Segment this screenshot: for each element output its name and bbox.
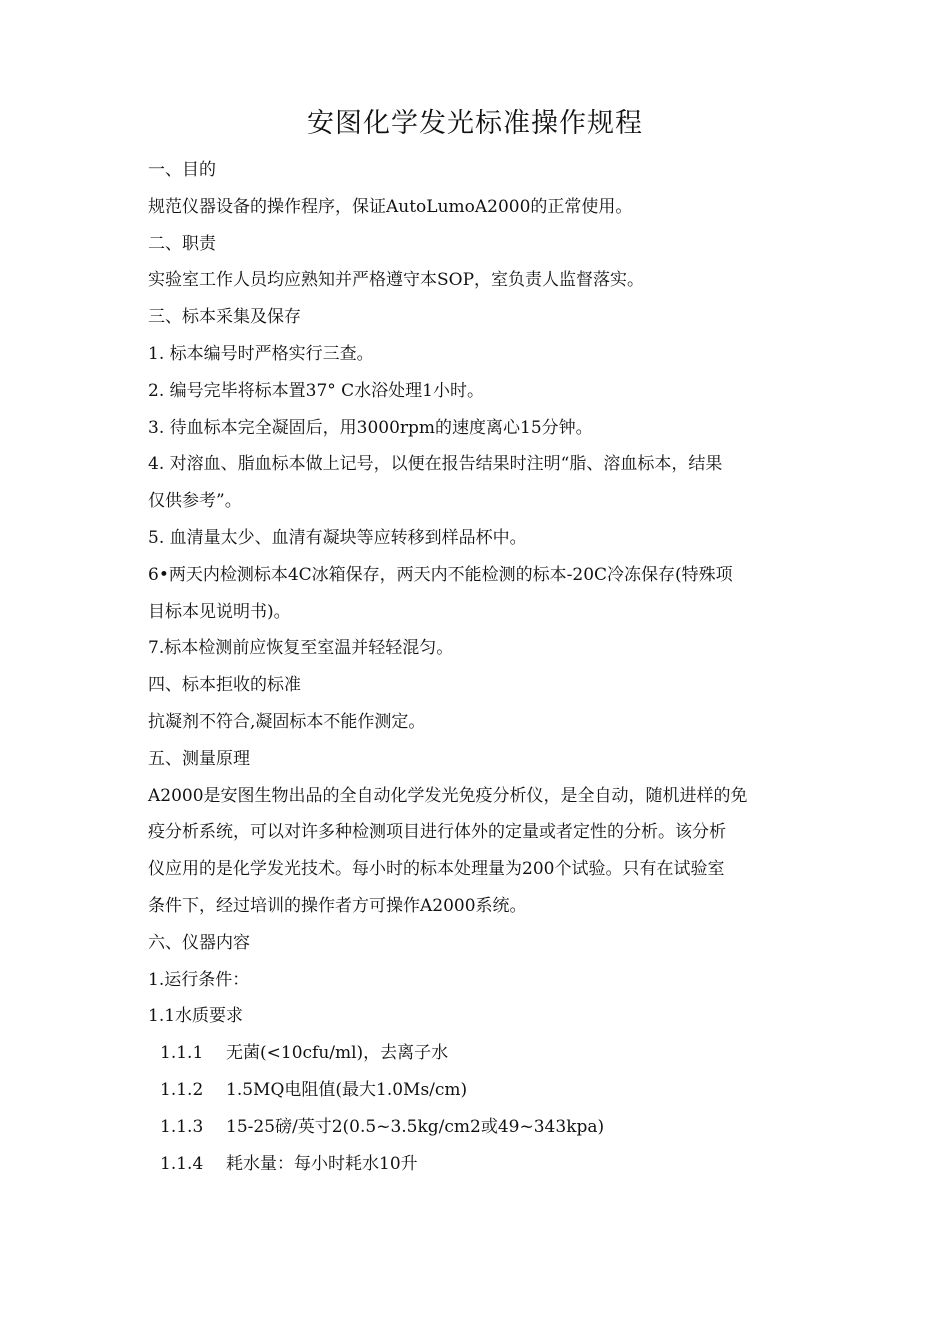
sub-list-item-text: 耗水量：每小时耗水10升 xyxy=(226,1153,418,1174)
list-item: 1. 标本编号时严格实行三查。 xyxy=(148,343,374,364)
document-body xyxy=(148,152,808,1182)
document-title: 安图化学发光标准操作规程 xyxy=(307,108,643,139)
section-heading-specimen-collection: 三、标本采集及保存 xyxy=(148,307,301,328)
paragraph-line: 仪应用的是化学发光技术。每小时的标本处理量为200个试验。只有在试验室 xyxy=(148,859,725,880)
list-item: 4. 对溶血、脂血标本做上记号，以便在报告结果时注明“脂、溶血标本，结果 xyxy=(148,454,723,475)
paragraph-purpose: 规范仪器设备的操作程序，保证AutoLumoA2000的正常使用。 xyxy=(148,196,633,217)
sub-list-item-number: 1.1.1 xyxy=(160,1043,204,1064)
list-item: 6•两天内检测标本4C冰箱保存，两天内不能检测的标本-20C冷冻保存(特殊项 xyxy=(148,564,733,585)
section-heading-purpose: 一、目的 xyxy=(148,160,216,180)
section-heading-rejection-criteria: 四、标本拒收的标准 xyxy=(148,675,301,696)
paragraph-line: A2000是安图生物出品的全自动化学发光免疫分析仪，是全自动，随机进样的免 xyxy=(148,785,748,806)
section-heading-responsibility: 二、职责 xyxy=(148,233,216,254)
subsection-heading-operating-conditions: 1.运行条件： xyxy=(148,969,250,990)
list-item: 2. 编号完毕将标本置37° C水浴处理1小时。 xyxy=(148,380,484,401)
section-heading-instrument-contents: 六、仪器内容 xyxy=(148,932,250,953)
list-item: 3. 待血标本完全凝固后，用3000rpm的速度离心15分钟。 xyxy=(148,417,593,438)
sub-list-item-text: 15-25磅/英寸2(0.5~3.5kg/cm2或49~343kpa) xyxy=(226,1116,605,1137)
list-item-continuation: 目标本见说明书)。 xyxy=(148,601,291,622)
sub-list-item xyxy=(148,1072,808,1109)
list-item: 5. 血清量太少、血清有凝块等应转移到样品杯中。 xyxy=(148,527,527,548)
list-item-continuation: 仅供参考”。 xyxy=(148,491,242,512)
paragraph-line: 条件下，经过培训的操作者方可操作A2000系统。 xyxy=(148,895,527,916)
paragraph-rejection-criteria: 抗凝剂不符合,凝固标本不能作测定。 xyxy=(148,711,426,732)
section-heading-measurement-principle: 五、测量原理 xyxy=(148,748,250,769)
sub-list-item-number: 1.1.4 xyxy=(160,1153,204,1174)
sub-list-item xyxy=(148,1109,808,1146)
paragraph-responsibility: 实验室工作人员均应熟知并严格遵守本SOP，室负责人监督落实。 xyxy=(148,270,645,291)
sub-list-item-number: 1.1.3 xyxy=(160,1116,204,1137)
sub-list-item xyxy=(148,1035,808,1072)
subsection-heading-water-requirements: 1.1水质要求 xyxy=(148,1006,244,1027)
sub-list-item-text: 1.5MQ电阻值(最大1.0Ms/cm) xyxy=(226,1079,468,1100)
paragraph-line: 疫分析系统，可以对许多种检测项目进行体外的定量或者定性的分析。该分析 xyxy=(148,822,726,843)
sub-list-item-number: 1.1.2 xyxy=(160,1079,204,1100)
sub-list-item xyxy=(148,1146,808,1183)
list-item: 7.标本检测前应恢复至室温并轻轻混匀。 xyxy=(148,638,454,659)
sub-list-item-text: 无菌(<10cfu/ml)，去离子水 xyxy=(226,1043,449,1064)
